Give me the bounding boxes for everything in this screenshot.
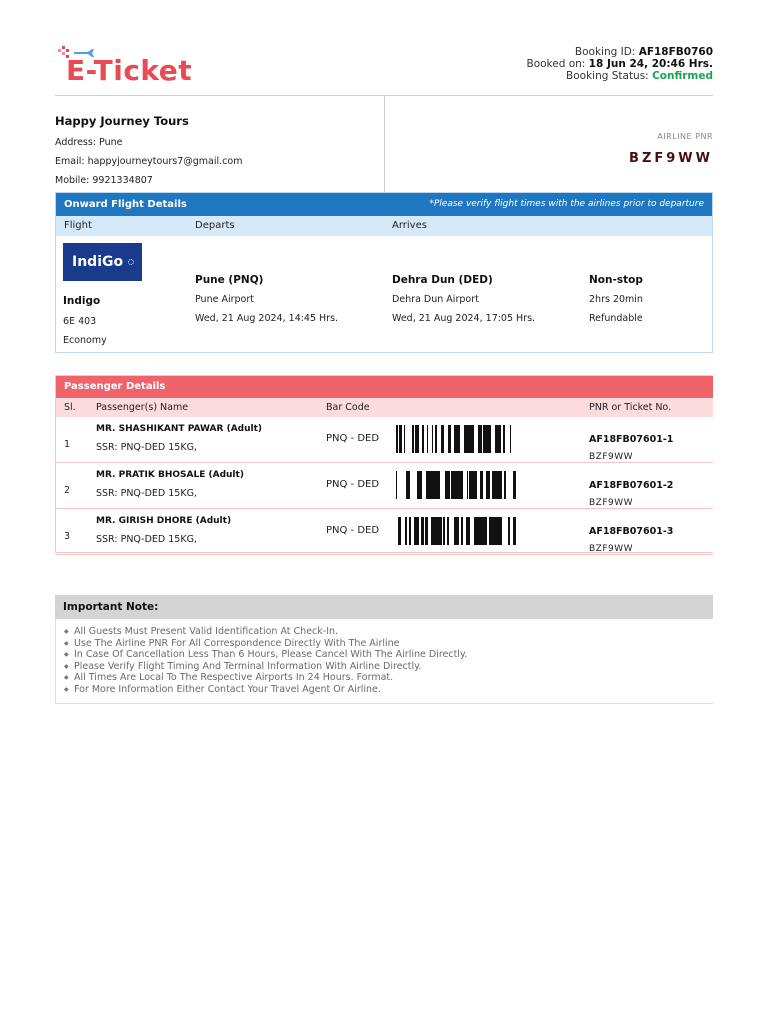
passenger-sl: 3 [64, 531, 71, 542]
col-passenger-name: Passenger(s) Name [96, 402, 189, 413]
booking-id-line [526, 46, 713, 58]
airline-logo-text: IndiGo [72, 254, 124, 270]
passenger-pnr: BZF9WW [589, 544, 634, 554]
important-note-body [55, 619, 713, 704]
passenger-row [56, 417, 713, 463]
flight-verify-note: *Please verify flight times with the airlines prior to departure [429, 199, 704, 209]
depart-time: Wed, 21 Aug 2024, 14:45 Hrs. [195, 313, 339, 324]
barcode-icon [396, 517, 518, 545]
note-item: ◆ All Times Are Local To The Respective Airports In 24 Hours. Format. [64, 672, 467, 684]
important-note-title: Important Note: [63, 601, 159, 613]
airline-pnr-value: BZF9WW [629, 151, 713, 166]
important-note-header [55, 595, 713, 619]
note-item: ◆ For More Information Either Contact Your Travel Agent Or Airline. [64, 684, 467, 696]
arrive-city: Dehra Dun (DED) [392, 274, 493, 286]
booking-status-label: Booking Status: [566, 70, 649, 82]
depart-city: Pune (PNQ) [195, 274, 264, 286]
note-item: ◆ Use The Airline PNR For All Correspondence Directly With The Airline [64, 638, 467, 650]
booking-id-label: Booking ID: [574, 46, 636, 58]
passenger-pnr: BZF9WW [589, 452, 634, 462]
agency-email: Email: happyjourneytours7@gmail.com [55, 156, 243, 167]
agency-mobile: Mobile: 9921334807 [55, 175, 153, 186]
booking-id-value: AF18FB0760 [638, 46, 713, 58]
passenger-row [56, 509, 713, 555]
passenger-section-header [56, 376, 713, 398]
eticket-logo [58, 44, 218, 90]
flight-column-headers [56, 216, 712, 236]
airline-pnr-label: AIRLINE PNR [657, 132, 713, 141]
fare-type: Refundable [589, 313, 643, 324]
arrive-time: Wed, 21 Aug 2024, 17:05 Hrs. [392, 313, 536, 324]
note-list [64, 626, 467, 695]
barcode-icon [396, 471, 518, 499]
passenger-section [55, 375, 713, 553]
flight-number: 6E 403 [63, 316, 97, 327]
col-flight: Flight [64, 220, 92, 231]
arrive-airport: Dehra Dun Airport [392, 294, 479, 305]
agency-address: Address: Pune [55, 137, 123, 148]
agency-details [55, 96, 385, 192]
note-item: ◆ In Case Of Cancellation Less Than 6 Hours, Please Cancel With The Airline Directly. [64, 649, 467, 661]
onward-flight-section [55, 192, 713, 353]
ticket-number: AF18FB07601-3 [589, 526, 674, 537]
booking-status-badge: Confirmed [652, 70, 713, 82]
airline-name: Indigo [63, 295, 101, 307]
col-pnr-ticket: PNR or Ticket No. [589, 402, 672, 413]
passenger-sl: 1 [64, 439, 71, 450]
agency-name: Happy Journey Tours [55, 114, 189, 128]
ticket-number: AF18FB07601-1 [589, 434, 674, 445]
passenger-column-headers [56, 398, 713, 417]
logo-dots-icon [128, 259, 134, 265]
booked-on-label: Booked on: [526, 58, 586, 70]
booked-on-value: 18 Jun 24, 20:46 Hrs. [588, 58, 713, 70]
flight-section-header [56, 193, 712, 216]
passenger-section-title: Passenger Details [64, 381, 166, 392]
passenger-pnr: BZF9WW [589, 498, 634, 508]
ticket-number: AF18FB07601-2 [589, 480, 674, 491]
note-item: ◆ Please Verify Flight Timing And Terminal Information With Airline Directly. [64, 661, 467, 673]
passenger-name: MR. PRATIK BHOSALE (Adult) [96, 470, 244, 480]
passenger-row [56, 463, 713, 509]
booking-status-line [526, 70, 713, 82]
col-arrives: Arrives [392, 220, 427, 231]
barcode-icon [396, 425, 518, 453]
passenger-route: PNQ - DED [326, 479, 380, 490]
booked-on-line [526, 58, 713, 70]
cabin-class: Economy [63, 335, 107, 346]
passenger-ssr: SSR: PNQ-DED 15KG, [96, 488, 197, 499]
passenger-sl: 2 [64, 485, 71, 496]
note-item: ◆ All Guests Must Present Valid Identification At Check-In. [64, 626, 467, 638]
passenger-route: PNQ - DED [326, 433, 380, 444]
passenger-ssr: SSR: PNQ-DED 15KG, [96, 534, 197, 545]
col-sl: Sl. [64, 402, 76, 413]
indigo-logo-icon [63, 243, 142, 281]
booking-info [526, 46, 713, 82]
stops: Non-stop [589, 274, 643, 286]
logo-text: E-Ticket [66, 54, 193, 87]
passenger-route: PNQ - DED [326, 525, 380, 536]
passenger-ssr: SSR: PNQ-DED 15KG, [96, 442, 197, 453]
duration: 2hrs 20min [589, 294, 643, 305]
col-barcode: Bar Code [326, 402, 370, 413]
passenger-name: MR. SHASHIKANT PAWAR (Adult) [96, 424, 263, 434]
passenger-name: MR. GIRISH DHORE (Adult) [96, 516, 232, 526]
col-departs: Departs [195, 220, 235, 231]
flight-section-title: Onward Flight Details [64, 199, 187, 210]
depart-airport: Pune Airport [195, 294, 254, 305]
